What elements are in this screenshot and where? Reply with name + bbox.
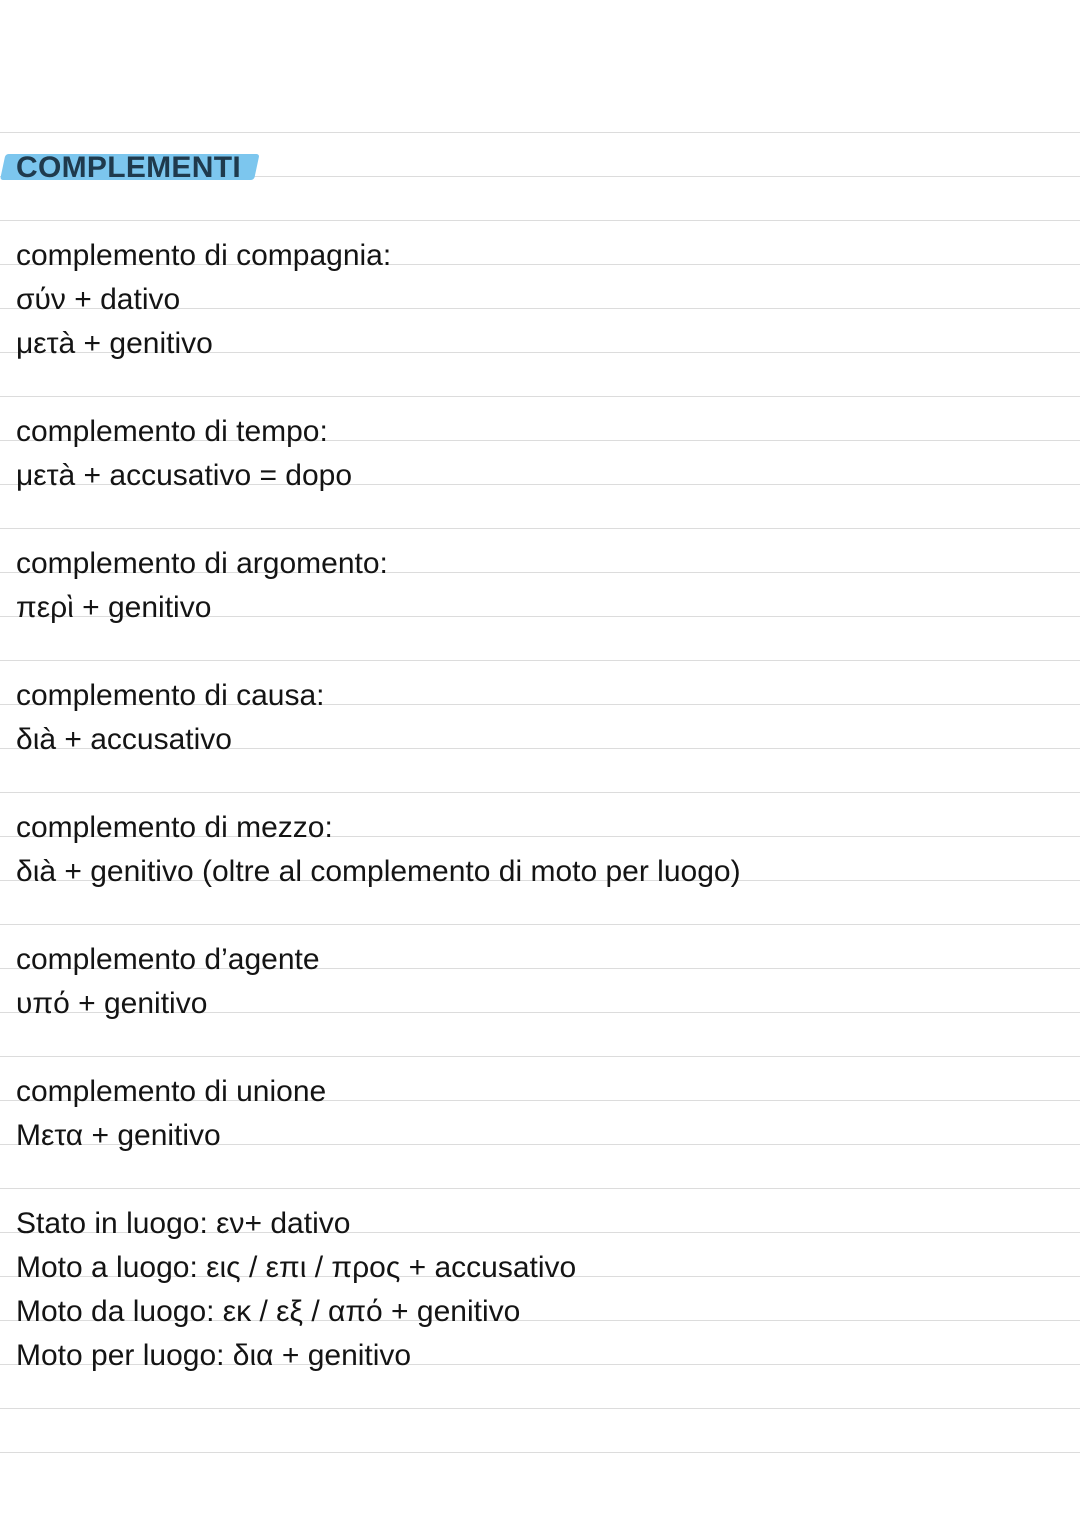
note-line: complemento di tempo: [16, 415, 328, 448]
rule-line [0, 1452, 1080, 1453]
rule-line [0, 396, 1080, 397]
note-line: περὶ + genitivo [16, 591, 212, 624]
note-line: διà + accusativo [16, 723, 232, 756]
note-line: Μετα + genitivo [16, 1119, 221, 1152]
rule-line [0, 660, 1080, 661]
rule-line [0, 792, 1080, 793]
rule-line [0, 528, 1080, 529]
rule-line [0, 924, 1080, 925]
note-line: complemento di causa: [16, 679, 325, 712]
note-line: υπό + genitivo [16, 987, 208, 1020]
note-line: σύν + dativo [16, 283, 181, 316]
rule-line [0, 132, 1080, 133]
page-title: COMPLEMENTI [16, 151, 241, 184]
note-line: μετà + accusativo = dopo [16, 459, 353, 492]
note-line: complemento di mezzo: [16, 811, 333, 844]
note-line: Moto a luogo: εις / επι / προς + accusativo [16, 1251, 577, 1284]
note-line: complemento di compagnia: [16, 239, 392, 272]
rule-line [0, 1408, 1080, 1409]
note-line: Moto da luogo: εκ / εξ / από + genitivo [16, 1295, 521, 1328]
note-line: διà + genitivo (oltre al complemento di moto per luogo) [16, 855, 741, 888]
rule-line [0, 220, 1080, 221]
note-line: Stato in luogo: εν+ dativo [16, 1207, 351, 1240]
note-line: complemento d’agente [16, 943, 320, 976]
note-line: Moto per luogo: δια + genitivo [16, 1339, 412, 1372]
note-line: μετà + genitivo [16, 327, 213, 360]
rule-line [0, 1056, 1080, 1057]
rule-line [0, 1188, 1080, 1189]
note-line: complemento di argomento: [16, 547, 388, 580]
note-line: complemento di unione [16, 1075, 327, 1108]
